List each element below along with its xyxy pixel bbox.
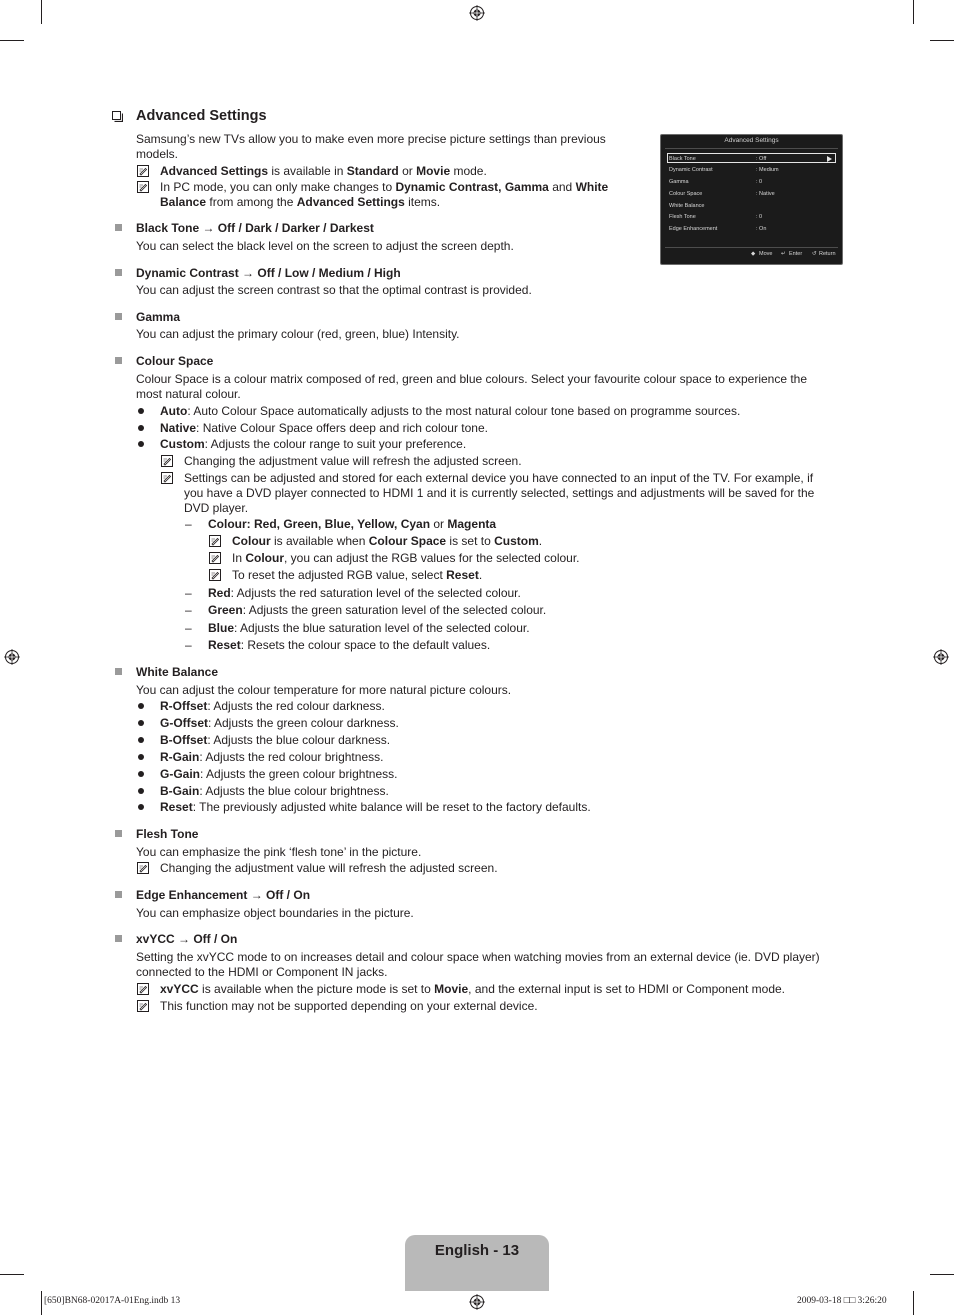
registration-mark-icon bbox=[469, 1294, 485, 1310]
page-number: English - 13 bbox=[434, 1242, 520, 1259]
note-text: xvYCC is available when the picture mode is set to Movie, and the external input is set to HDMI or Component mode. bbox=[160, 982, 785, 996]
dash-icon: – bbox=[185, 586, 192, 600]
bullet-text: Auto: Auto Colour Space automatically adjusts to the most natural colour tone based on programme sources. bbox=[160, 404, 741, 418]
osd-row-dynamic-contrast: Dynamic Contrast : Medium bbox=[669, 167, 779, 173]
dash-text: Green: Adjusts the green saturation level of the selected colour. bbox=[208, 603, 547, 617]
bullet-icon bbox=[138, 441, 144, 447]
note-icon bbox=[137, 983, 149, 995]
dash-icon: – bbox=[185, 638, 192, 652]
bullet-text: B-Offset: Adjusts the blue colour darkness. bbox=[160, 733, 391, 747]
bullet-icon bbox=[138, 788, 144, 794]
note-icon bbox=[161, 472, 173, 484]
section-square-icon bbox=[115, 313, 122, 320]
bullet-text: Native: Native Colour Space offers deep and rich colour tone. bbox=[160, 421, 488, 435]
item-title: Colour Space bbox=[136, 354, 214, 368]
bullet-icon bbox=[138, 720, 144, 726]
crop-mark bbox=[913, 1291, 914, 1315]
section-square-icon bbox=[115, 830, 122, 837]
item-title: Dynamic Contrast → Off / Low / Medium / High bbox=[136, 266, 401, 280]
dash-icon: – bbox=[185, 621, 192, 635]
dash-icon: – bbox=[185, 517, 192, 531]
osd-row-gamma: Gamma : 0 bbox=[669, 179, 763, 185]
osd-move-label: Move bbox=[759, 251, 773, 257]
section-square-icon bbox=[115, 224, 122, 231]
dash-icon: – bbox=[185, 603, 192, 617]
note-text: In PC mode, you can only make changes to Dynamic Contrast, Gamma and White Balance from among the Advanced Settings items. bbox=[160, 180, 609, 209]
note-icon bbox=[209, 535, 221, 547]
intro-text: Samsung’s new TVs allow you to make even more precise picture settings than previous models. bbox=[136, 132, 606, 161]
checkbox-icon bbox=[112, 111, 123, 122]
item-title: Edge Enhancement → Off / On bbox=[136, 888, 311, 902]
bullet-icon bbox=[138, 408, 144, 414]
osd-divider bbox=[665, 247, 838, 248]
item-title: White Balance bbox=[136, 665, 219, 679]
note-text: Colour is available when Colour Space is set to Custom. bbox=[232, 534, 543, 548]
note-icon bbox=[137, 862, 149, 874]
section-square-icon bbox=[115, 891, 122, 898]
crop-mark bbox=[0, 1274, 24, 1275]
note-text: To reset the adjusted RGB value, select Reset. bbox=[232, 568, 483, 582]
item-desc: Colour Space is a colour matrix composed of red, green and blue colours. Select your favourite colour space to experience the most natural colour. bbox=[136, 372, 808, 401]
osd-row-colour-space: Colour Space : Native bbox=[669, 191, 775, 197]
osd-row-white-balance: White Balance bbox=[669, 203, 705, 209]
note-text: Settings can be adjusted and stored for each external device you have connected to an input of the TV. For example, if you have a DVD player connected to HDMI 1 and it is currently selected, settings and adjustments will be saved for the DVD player. bbox=[184, 471, 815, 515]
bullet-text: G-Offset: Adjusts the green colour darkness. bbox=[160, 716, 399, 730]
osd-enter-label: Enter bbox=[789, 251, 803, 257]
osd-enter-icon: ↵ bbox=[781, 251, 786, 257]
item-desc: You can adjust the primary colour (red, green, blue) Intensity. bbox=[136, 327, 460, 341]
section-square-icon bbox=[115, 357, 122, 364]
bullet-text: G-Gain: Adjusts the green colour brightness. bbox=[160, 767, 398, 781]
bullet-icon bbox=[138, 754, 144, 760]
crop-mark bbox=[0, 40, 24, 41]
note-text: In Colour, you can adjust the RGB values for the selected colour. bbox=[232, 551, 580, 565]
crop-mark bbox=[913, 0, 914, 24]
advanced-settings-osd bbox=[660, 134, 843, 265]
note-text: Changing the adjustment value will refresh the adjusted screen. bbox=[184, 454, 522, 468]
section-square-icon bbox=[115, 935, 122, 942]
crop-mark bbox=[41, 0, 42, 24]
osd-title: Advanced Settings bbox=[724, 137, 779, 144]
bullet-text: R-Offset: Adjusts the red colour darkness. bbox=[160, 699, 385, 713]
slug-right: 2009-03-18 □□ 3:26:20 bbox=[797, 1296, 887, 1306]
bullet-icon bbox=[138, 771, 144, 777]
arrow-right-icon bbox=[827, 156, 832, 162]
registration-mark-icon bbox=[469, 5, 485, 21]
item-title: Gamma bbox=[136, 310, 181, 324]
bullet-text: B-Gain: Adjusts the blue colour brightness. bbox=[160, 784, 389, 798]
registration-mark-icon bbox=[4, 649, 20, 665]
osd-move-icon: ◆ bbox=[751, 251, 756, 257]
section-square-icon bbox=[115, 668, 122, 675]
bullet-icon bbox=[138, 703, 144, 709]
osd-return-label: Return bbox=[819, 251, 836, 257]
bullet-icon bbox=[138, 737, 144, 743]
item-desc: You can adjust the screen contrast so that the optimal contrast is provided. bbox=[136, 283, 532, 297]
item-title: xvYCC → Off / On bbox=[136, 932, 238, 946]
note-icon bbox=[137, 1000, 149, 1012]
note-icon bbox=[137, 165, 149, 177]
note-text: Advanced Settings is available in Standard or Movie mode. bbox=[160, 164, 487, 178]
bullet-text: Reset: The previously adjusted white balance will be reset to the factory defaults. bbox=[160, 800, 591, 814]
item-desc: You can emphasize object boundaries in the picture. bbox=[136, 906, 414, 920]
item-desc: Setting the xvYCC mode to on increases detail and colour space when watching movies from an external device (ie. DVD player) connected to the HDMI or Component IN jacks. bbox=[136, 950, 820, 979]
item-title: Black Tone → Off / Dark / Darker / Darkest bbox=[136, 221, 374, 235]
osd-row-black-tone: Black Tone : Off bbox=[667, 153, 836, 163]
dash-text: Reset: Resets the colour space to the default values. bbox=[208, 638, 491, 652]
section-title: Advanced Settings bbox=[136, 108, 267, 124]
note-text: This function may not be supported depending on your external device. bbox=[160, 999, 538, 1013]
item-desc: You can select the black level on the screen to adjust the screen depth. bbox=[136, 239, 514, 253]
dash-text: Colour: Red, Green, Blue, Yellow, Cyan or Magenta bbox=[208, 517, 497, 531]
item-desc: You can emphasize the pink ‘flesh tone’ in the picture. bbox=[136, 845, 422, 859]
dash-text: Blue: Adjusts the blue saturation level of the selected colour. bbox=[208, 621, 530, 635]
osd-row-flesh-tone: Flesh Tone : 0 bbox=[669, 214, 763, 220]
note-icon bbox=[161, 455, 173, 467]
bullet-text: Custom: Adjusts the colour range to suit your preference. bbox=[160, 437, 467, 451]
item-desc: You can adjust the colour temperature for more natural picture colours. bbox=[136, 683, 512, 697]
crop-mark bbox=[930, 1274, 954, 1275]
osd-divider bbox=[665, 148, 838, 149]
osd-row-edge-enhancement: Edge Enhancement : On bbox=[669, 226, 767, 232]
note-text: Changing the adjustment value will refresh the adjusted screen. bbox=[160, 861, 498, 875]
note-icon bbox=[209, 552, 221, 564]
bullet-icon bbox=[138, 804, 144, 810]
bullet-text: R-Gain: Adjusts the red colour brightness. bbox=[160, 750, 384, 764]
dash-text: Red: Adjusts the red saturation level of the selected colour. bbox=[208, 586, 521, 600]
note-icon bbox=[209, 569, 221, 581]
registration-mark-icon bbox=[933, 649, 949, 665]
crop-mark bbox=[41, 1291, 42, 1315]
slug-left: [650]BN68-02017A-01Eng.indb 13 bbox=[44, 1296, 181, 1306]
item-title: Flesh Tone bbox=[136, 827, 199, 841]
osd-return-icon: ↺ bbox=[812, 251, 817, 257]
section-square-icon bbox=[115, 269, 122, 276]
note-icon bbox=[137, 181, 149, 193]
bullet-icon bbox=[138, 425, 144, 431]
crop-mark bbox=[930, 40, 954, 41]
